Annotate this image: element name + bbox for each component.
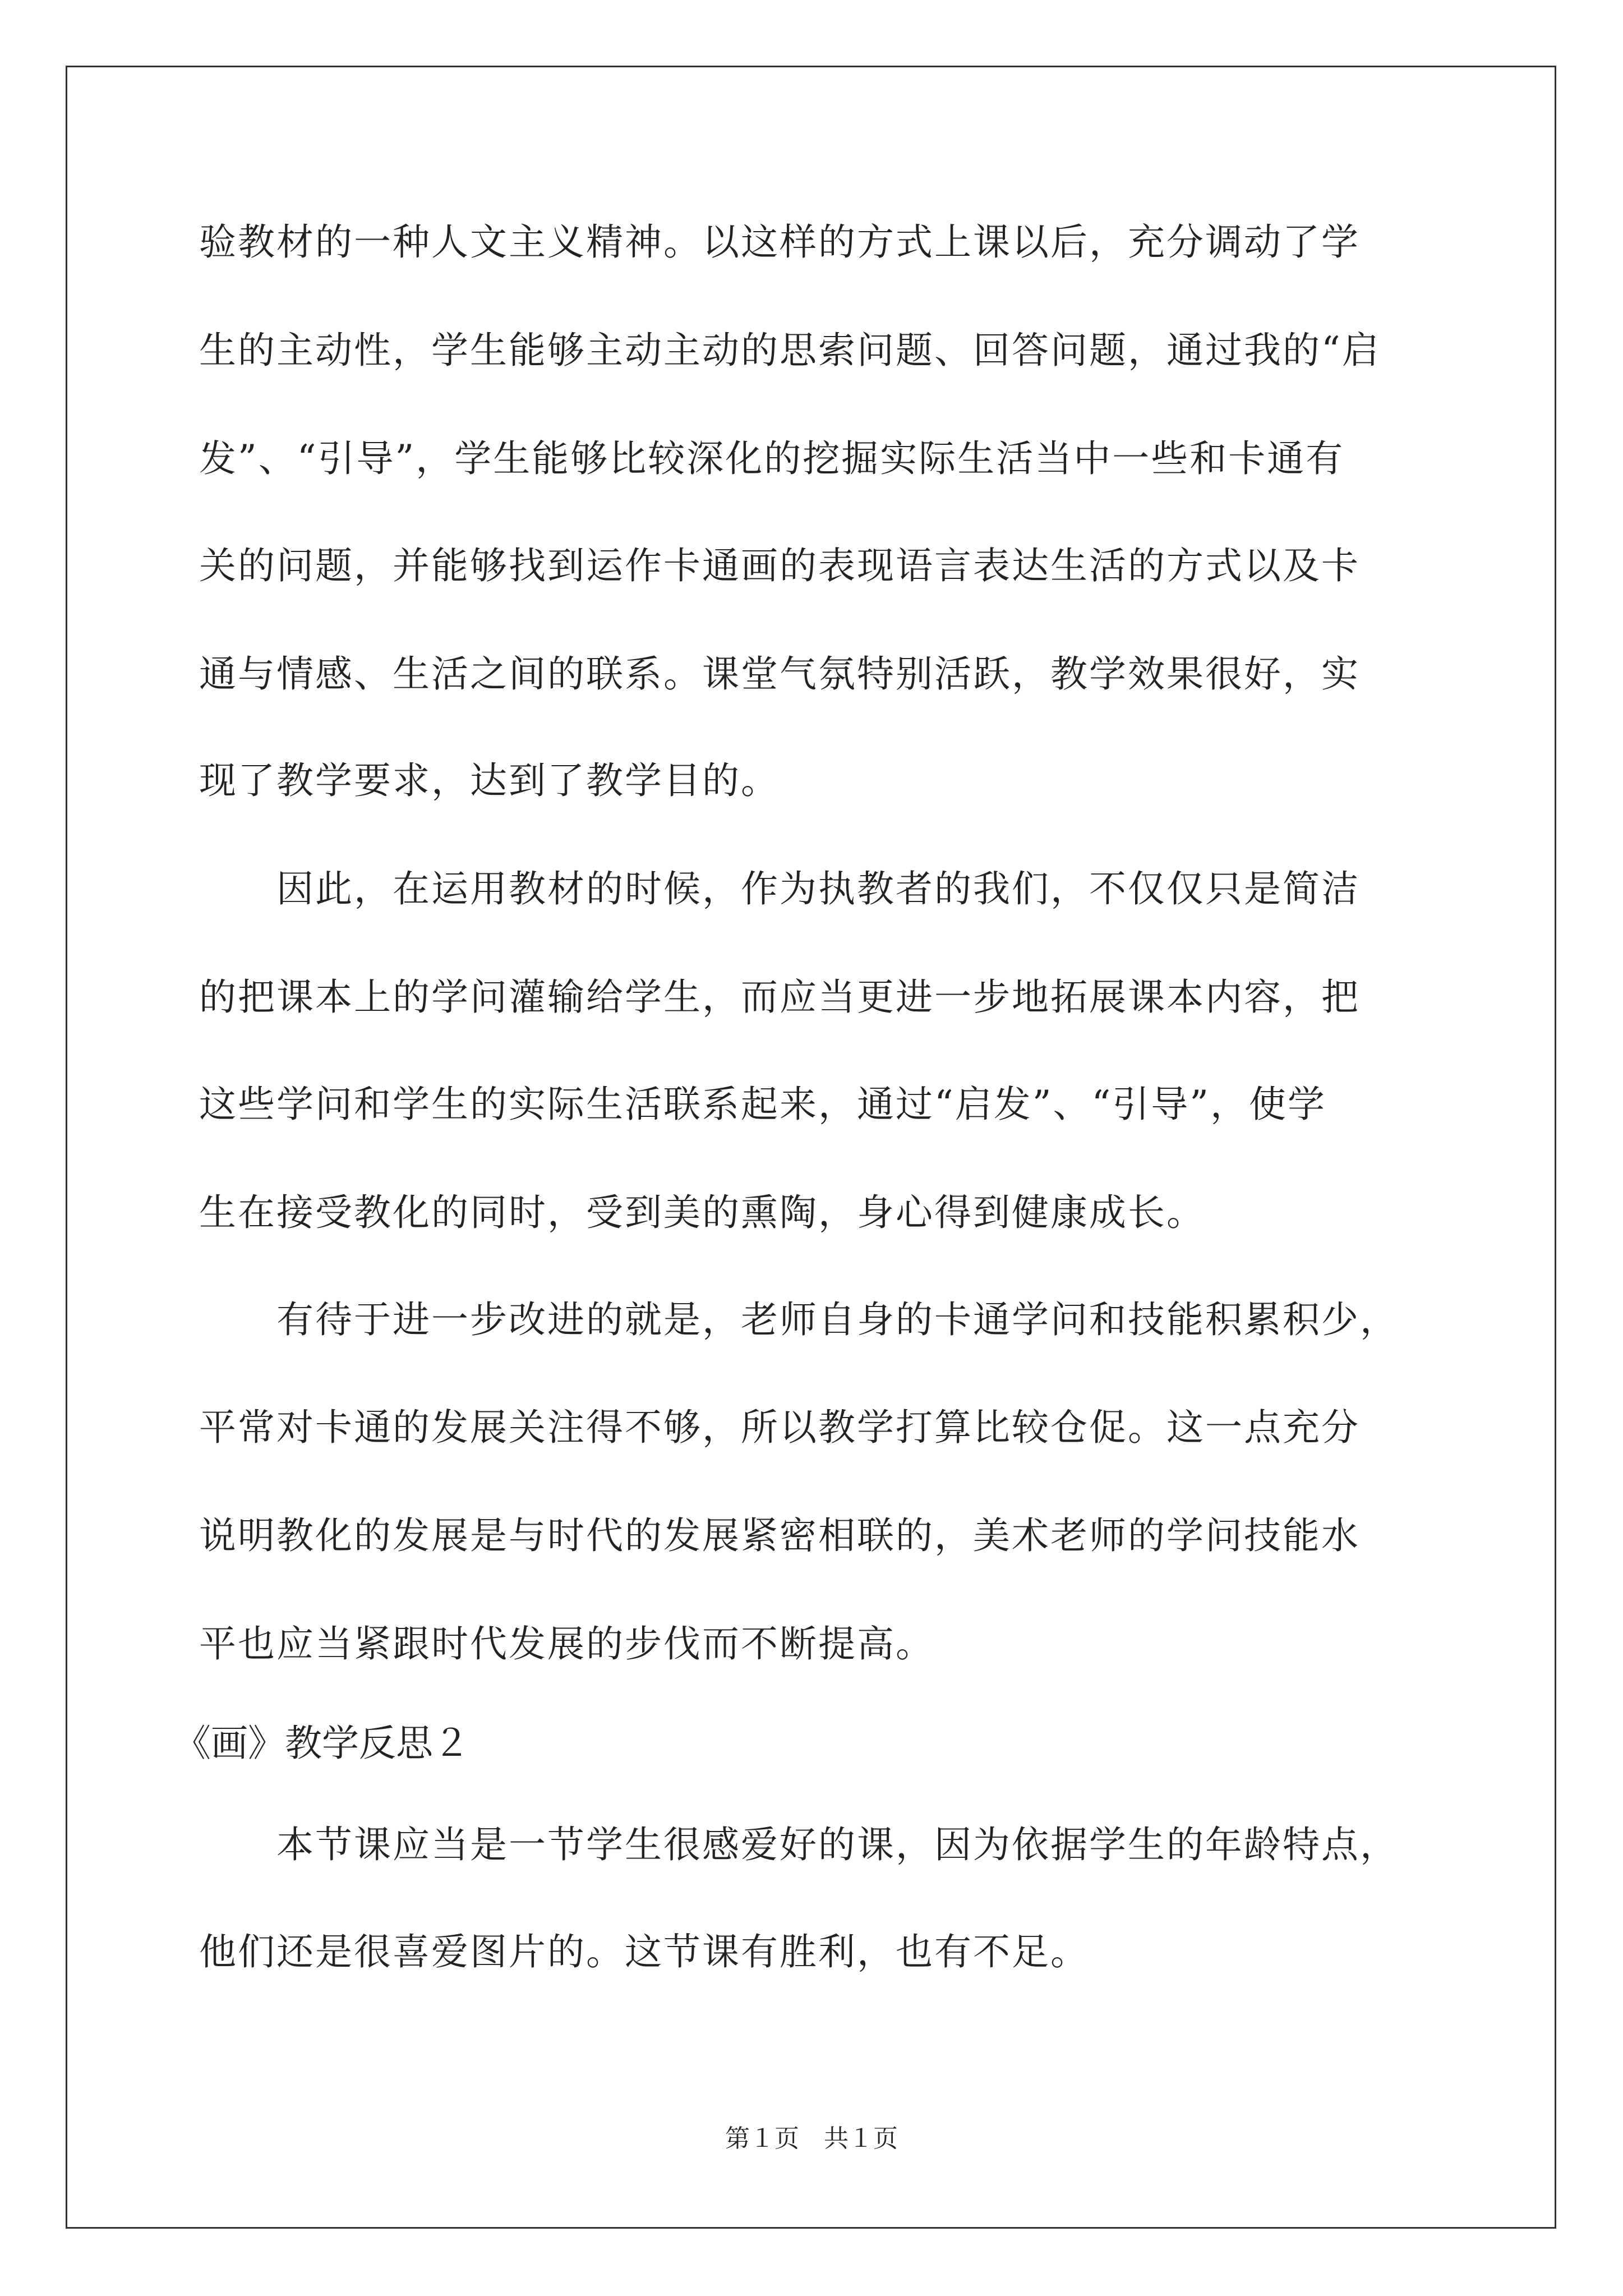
text-line: 生在接受教化的同时，受到美的熏陶，身心得到健康成长。 [199, 1191, 1205, 1234]
page-border [66, 66, 1556, 2229]
text-line: 通与情感、生活之间的联系。课堂气氛特别活跃，教学效果很好，实 [199, 652, 1360, 696]
text-line: 说明教化的发展是与时代的发展紧密相联的，美术老师的学问技能水 [199, 1514, 1360, 1557]
text-line: 生的主动性，学生能够主动主动的思索问题、回答问题，通过我的“启 [199, 329, 1381, 372]
text-line: 关的问题，并能够找到运作卡通画的表现语言表达生活的方式以及卡 [199, 544, 1360, 587]
text-line: 本节课应当是一节学生很感爱好的课，因为依据学生的年龄特点， [199, 1823, 1399, 1866]
text-line: 平也应当紧跟时代发展的步伐而不断提高。 [199, 1622, 934, 1665]
text-line: 他们还是很喜爱图片的。这节课有胜利，也有不足。 [199, 1930, 1089, 1973]
text-line: 平常对卡通的发展关注得不够，所以教学打算比较仓促。这一点充分 [199, 1406, 1360, 1449]
text-line: 发”、“引导”，学生能够比较深化的挖掘实际生活当中一些和卡通有 [199, 437, 1345, 480]
text-line: 这些学问和学生的实际生活联系起来，通过“启发”、“引导”，使学 [199, 1083, 1326, 1126]
page-footer: 第１页 共１页 [725, 2124, 898, 2153]
text-line: 的把课本上的学问灌输给学生，而应当更进一步地拓展课本内容，把 [199, 976, 1360, 1019]
text-line: 有待于进一步改进的就是，老师自身的卡通学问和技能积累积少， [199, 1298, 1399, 1341]
text-line: 验教材的一种人文主义精神。以这样的方式上课以后，充分调动了学 [199, 220, 1360, 264]
text-line: 现了教学要求，达到了教学目的。 [199, 759, 780, 802]
text-line: 因此，在运用教材的时候，作为执教者的我们，不仅仅只是简洁 [199, 867, 1360, 910]
section-heading: 《画》教学反思２ [174, 1722, 470, 1765]
